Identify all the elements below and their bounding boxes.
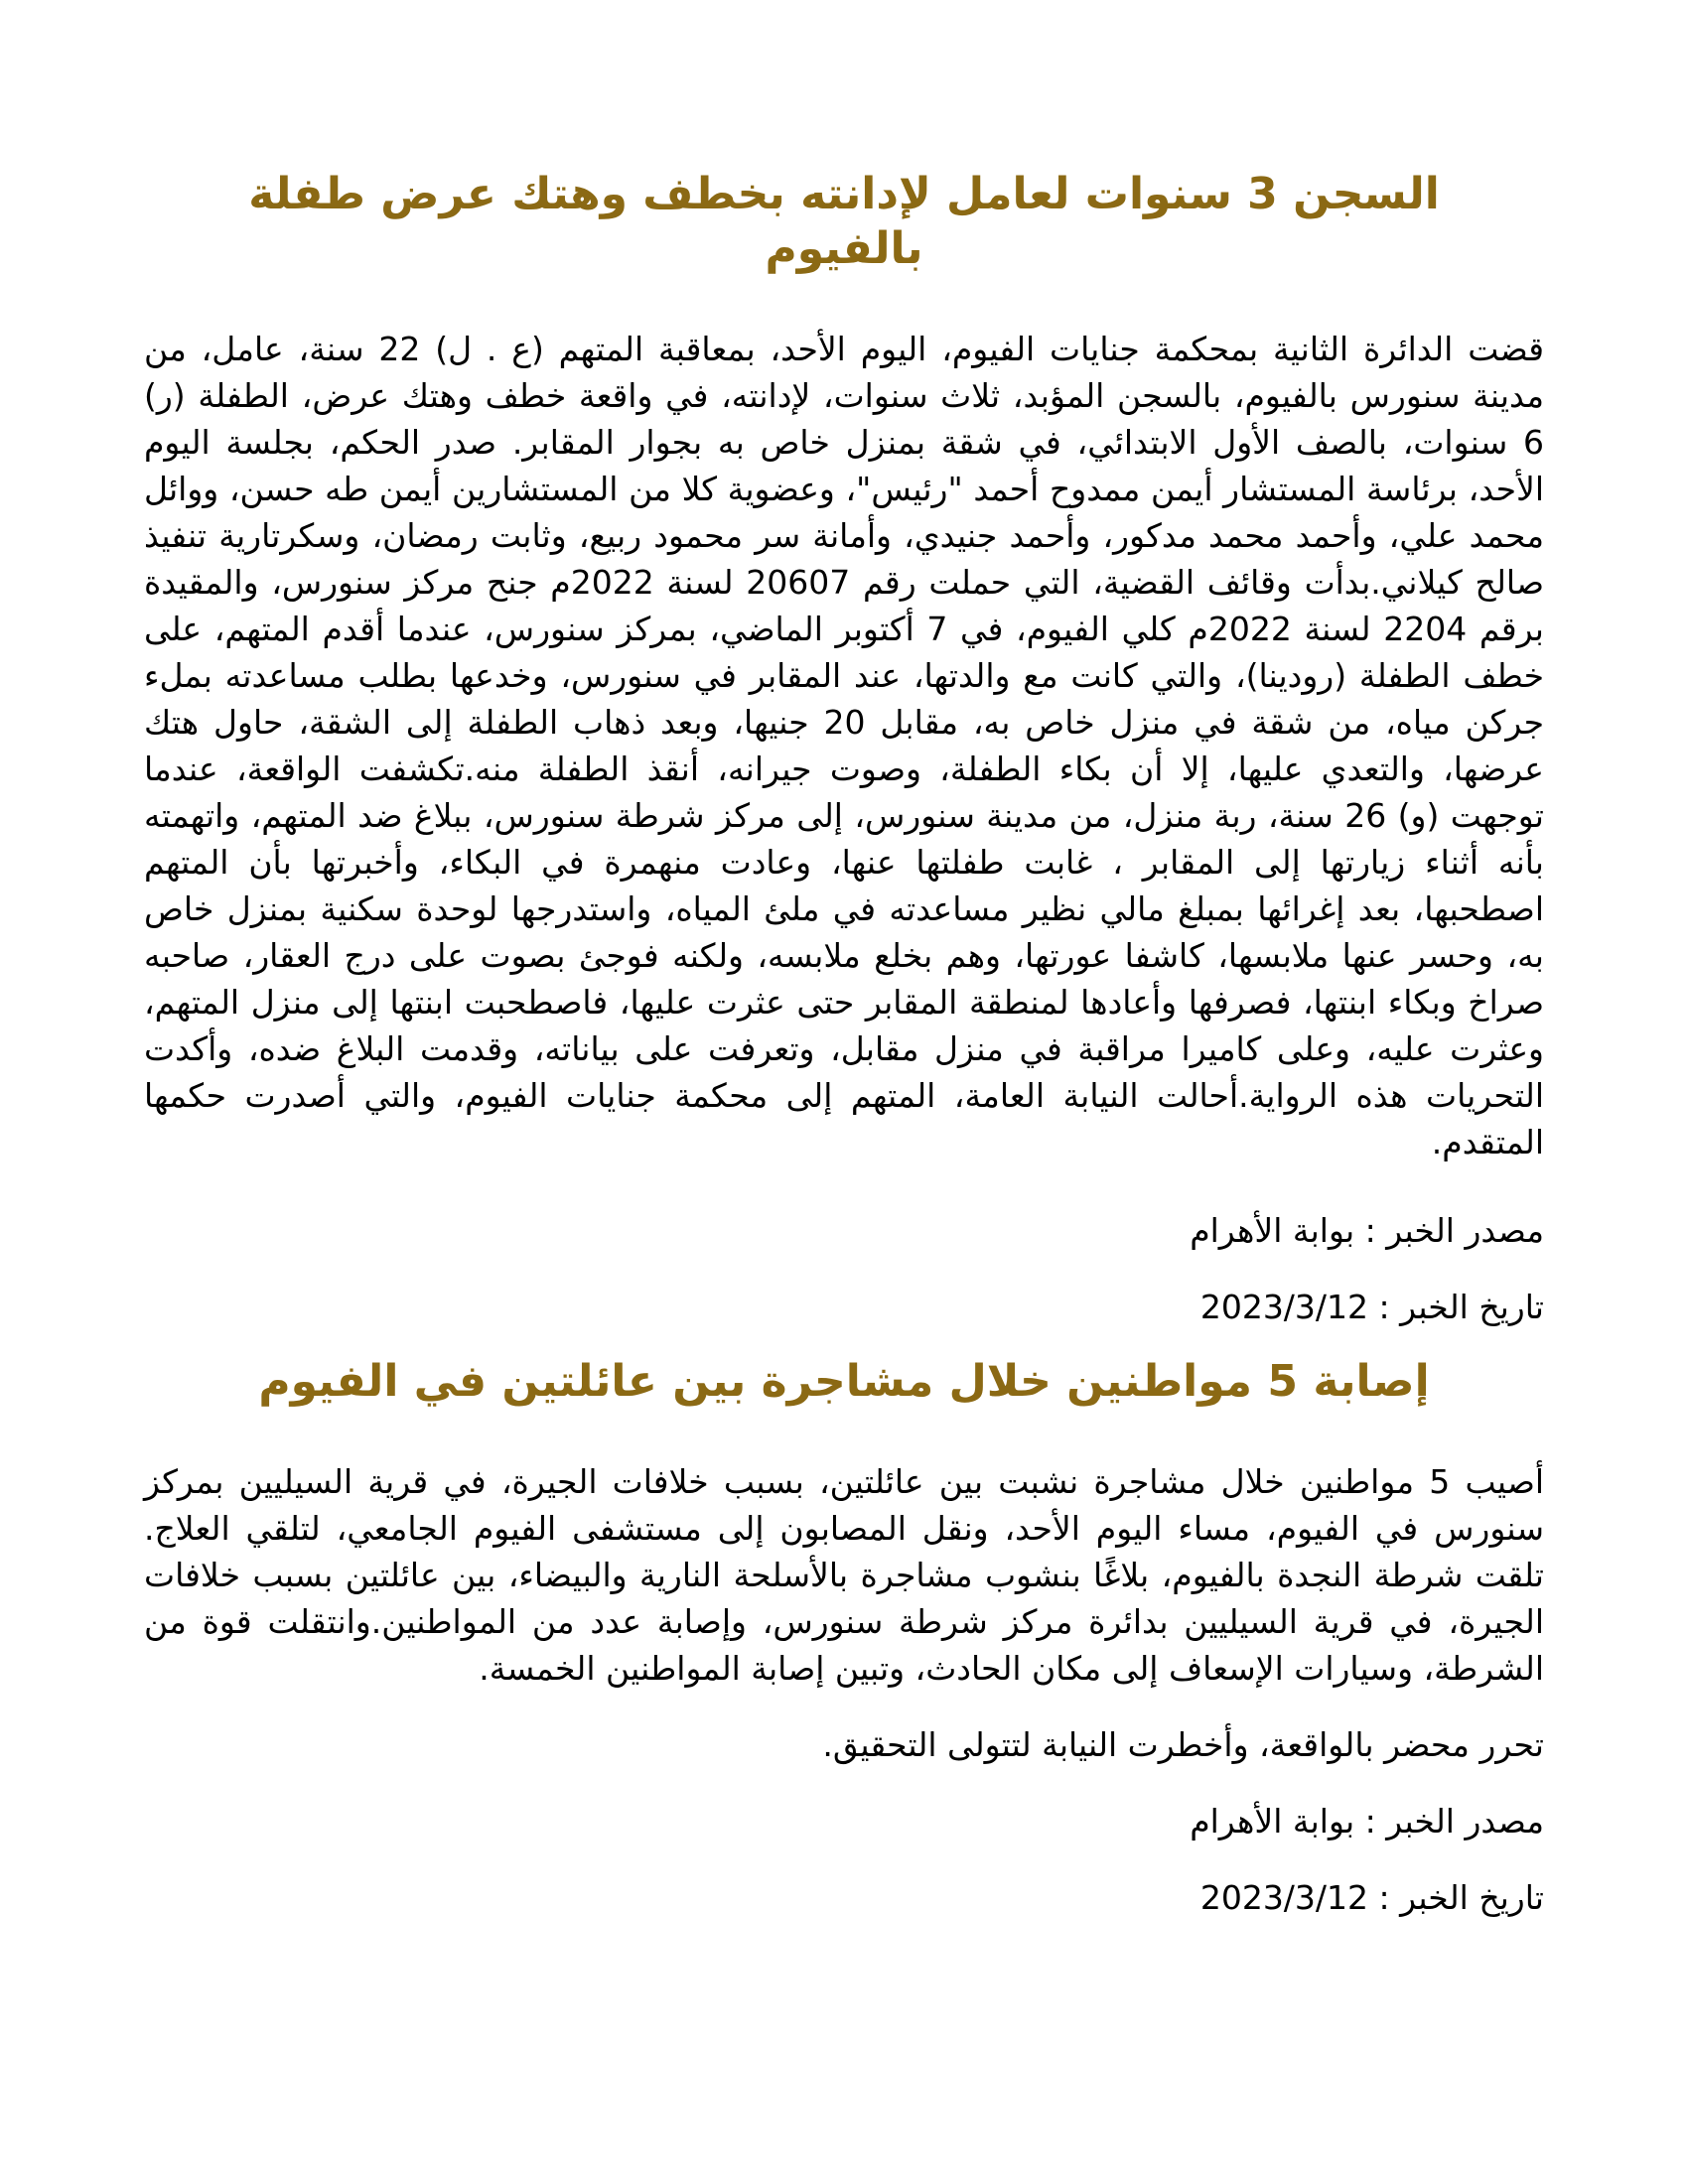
news-article-1	[144, 167, 1544, 1330]
article-1-date-line: تاريخ الخبر : 2023/3/12	[1199, 1288, 1544, 1326]
article-1-source-line: مصدر الخبر : بوابة الأهرام	[1190, 1211, 1544, 1250]
article-2-source-line: مصدر الخبر : بوابة الأهرام	[1190, 1802, 1544, 1841]
news-article-2	[144, 1354, 1544, 1921]
article-2-date-line: تاريخ الخبر : 2023/3/12	[1199, 1878, 1544, 1917]
article-2-closing-line: تحرر محضر بالواقعة، وأخطرت النيابة لتتولى التحقيق.	[822, 1725, 1544, 1764]
article-1-body: قضت الدائرة الثانية بمحكمة جنايات الفيوم، اليوم الأحد، بمعاقبة المتهم (ع . ل) 22 سنة، عامل، من مدينة سنورس بالفيوم، بالسجن المؤبد، ثلاث سنوات، لإدانته، في واقعة خطف وهتك عرض، الطفلة (ر) 6 سنوات، بالصف الأول الابتدائي، في شقة بمنزل خاص به بجوار المقابر. صدر الحكم، بجلسة اليوم الأحد، برئاسة المستشار أيمن ممدوح أحمد "رئيس"، وعضوية كلا من المستشارين أيمن طه حسن، ووائل محمد علي، وأحمد محمد مدكور، وأحمد جنيدي، وأمانة سر محمود ربيع، وثابت رمضان، وسكرتارية تنفيذ صالح كيلاني.بدأت وقائف القضية، التي حملت رقم 20607 لسنة 2022م جنح مركز سنورس، والمقيدة برقم 2204 لسنة 2022م كلي الفيوم، في 7 أكتوبر الماضي، بمركز سنورس، عندما أقدم المتهم، على خطف الطفلة (رودينا)، والتي كانت مع والدتها، عند المقابر في سنورس، وخدعها بطلب مساعدته بملء جركن مياه، من شقة في منزل خاص به، مقابل 20 جنيها، وبعد ذهاب الطفلة إلى الشقة، حاول هتك عرضها، والتعدي عليها، إلا أن بكاء الطفلة، وصوت جيرانه، أنقذ الطفلة منه.تكشفت الواقعة، عندما توجهت (و) 26 سنة، ربة منزل، من مدينة سنورس، إلى مركز شرطة سنورس، ببلاغ ضد المتهم، واتهمته بأنه أثناء زيارتها إلى المقابر ، غابت طفلتها عنها، وعادت منهمرة في البكاء، وأخبرتها بأن المتهم اصطحبها، بعد إغرائها بمبلغ مالي نظير مساعدته في ملئ المياه، واستدرجها لوحدة سكنية بمنزل خاص به، وحسر عنها ملابسها، كاشفا عورتها، وهم بخلع ملابسه، ولكنه فوجئ بصوت على درج العقار، صاحبه صراخ وبكاء ابنتها، فصرفها وأعادها لمنطقة المقابر حتى عثرت عليها، فاصطحبت ابنتها إلى منزل المتهم، وعثرت عليه، وعلى كاميرا مراقبة في منزل مقابل، وتعرفت على بياناته، وقدمت البلاغ ضده، وأكدت التحريات هذه الرواية.أحالت النيابة العامة، المتهم إلى محكمة جنايات الفيوم، والتي أصدرت حكمها المتقدم.	[144, 330, 1544, 1161]
article-2-body: أصيب 5 مواطنين خلال مشاجرة نشبت بين عائلتين، بسبب خلافات الجيرة، في قرية السيليين بمركز سنورس في الفيوم، مساء اليوم الأحد، ونقل المصابون إلى مستشفى الفيوم الجامعي، لتلقي العلاج. تلقت شرطة النجدة بالفيوم، بلاغًا بنشوب مشاجرة بالأسلحة النارية والبيضاء، بين عائلتين بسبب خلافات الجيرة، في قرية السيليين بدائرة مركز شرطة سنورس، وإصابة عدد من المواطنين.وانتقلت قوة من الشرطة، وسيارات الإسعاف إلى مكان الحادث، وتبين إصابة المواطنين الخمسة.	[144, 1462, 1545, 1688]
article-2-title: إصابة 5 مواطنين خلال مشاجرة بين عائلتين في الفيوم	[258, 1356, 1430, 1407]
article-1-title: السجن 3 سنوات لعامل لإدانته بخطف وهتك عرض طفلة بالفيوم	[248, 169, 1440, 274]
